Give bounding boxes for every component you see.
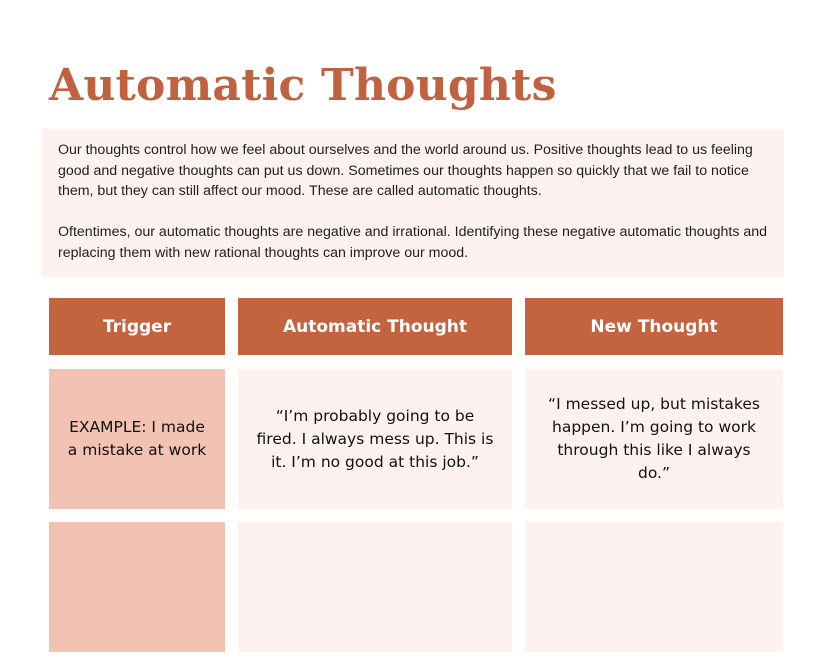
- row1-trigger-cell[interactable]: [49, 369, 225, 509]
- row1-automatic-thought-cell[interactable]: [238, 369, 512, 509]
- row1-new-thought-cell[interactable]: [525, 369, 783, 509]
- page-title: Automatic Thoughts: [49, 60, 557, 111]
- row1-new-thought-text: “I messed up, but mistakes happen. I’m going to work through this like I always do.”: [548, 395, 760, 482]
- intro-paragraph-2: Oftentimes, our automatic thoughts are negative and irrational. Identifying these negative automatic thoughts and replacing them with new rational thoughts can improve our mood.: [58, 224, 768, 261]
- row2-new-thought-cell[interactable]: [525, 522, 783, 652]
- row2-automatic-thought-cell[interactable]: [238, 522, 512, 652]
- header-new-thought: New Thought: [525, 298, 783, 355]
- row1-trigger-text: EXAMPLE: I made a mistake at work: [67, 418, 207, 459]
- intro-box: [42, 129, 784, 277]
- header-automatic-thought: Automatic Thought: [238, 298, 512, 355]
- header-trigger: Trigger: [49, 298, 225, 355]
- row2-trigger-cell[interactable]: [49, 522, 225, 652]
- intro-paragraph-1: Our thoughts control how we feel about ourselves and the world around us. Positive thoughts lead to us feeling good and negative thoughts can put us down. Sometimes our thoughts happen so quickly that we fail to notice them, but they can still affect our mood. These are called automatic thoughts.: [58, 142, 753, 199]
- row1-automatic-thought-text: “I’m probably going to be fired. I always mess up. This is it. I’m no good at this job.”: [256, 406, 494, 471]
